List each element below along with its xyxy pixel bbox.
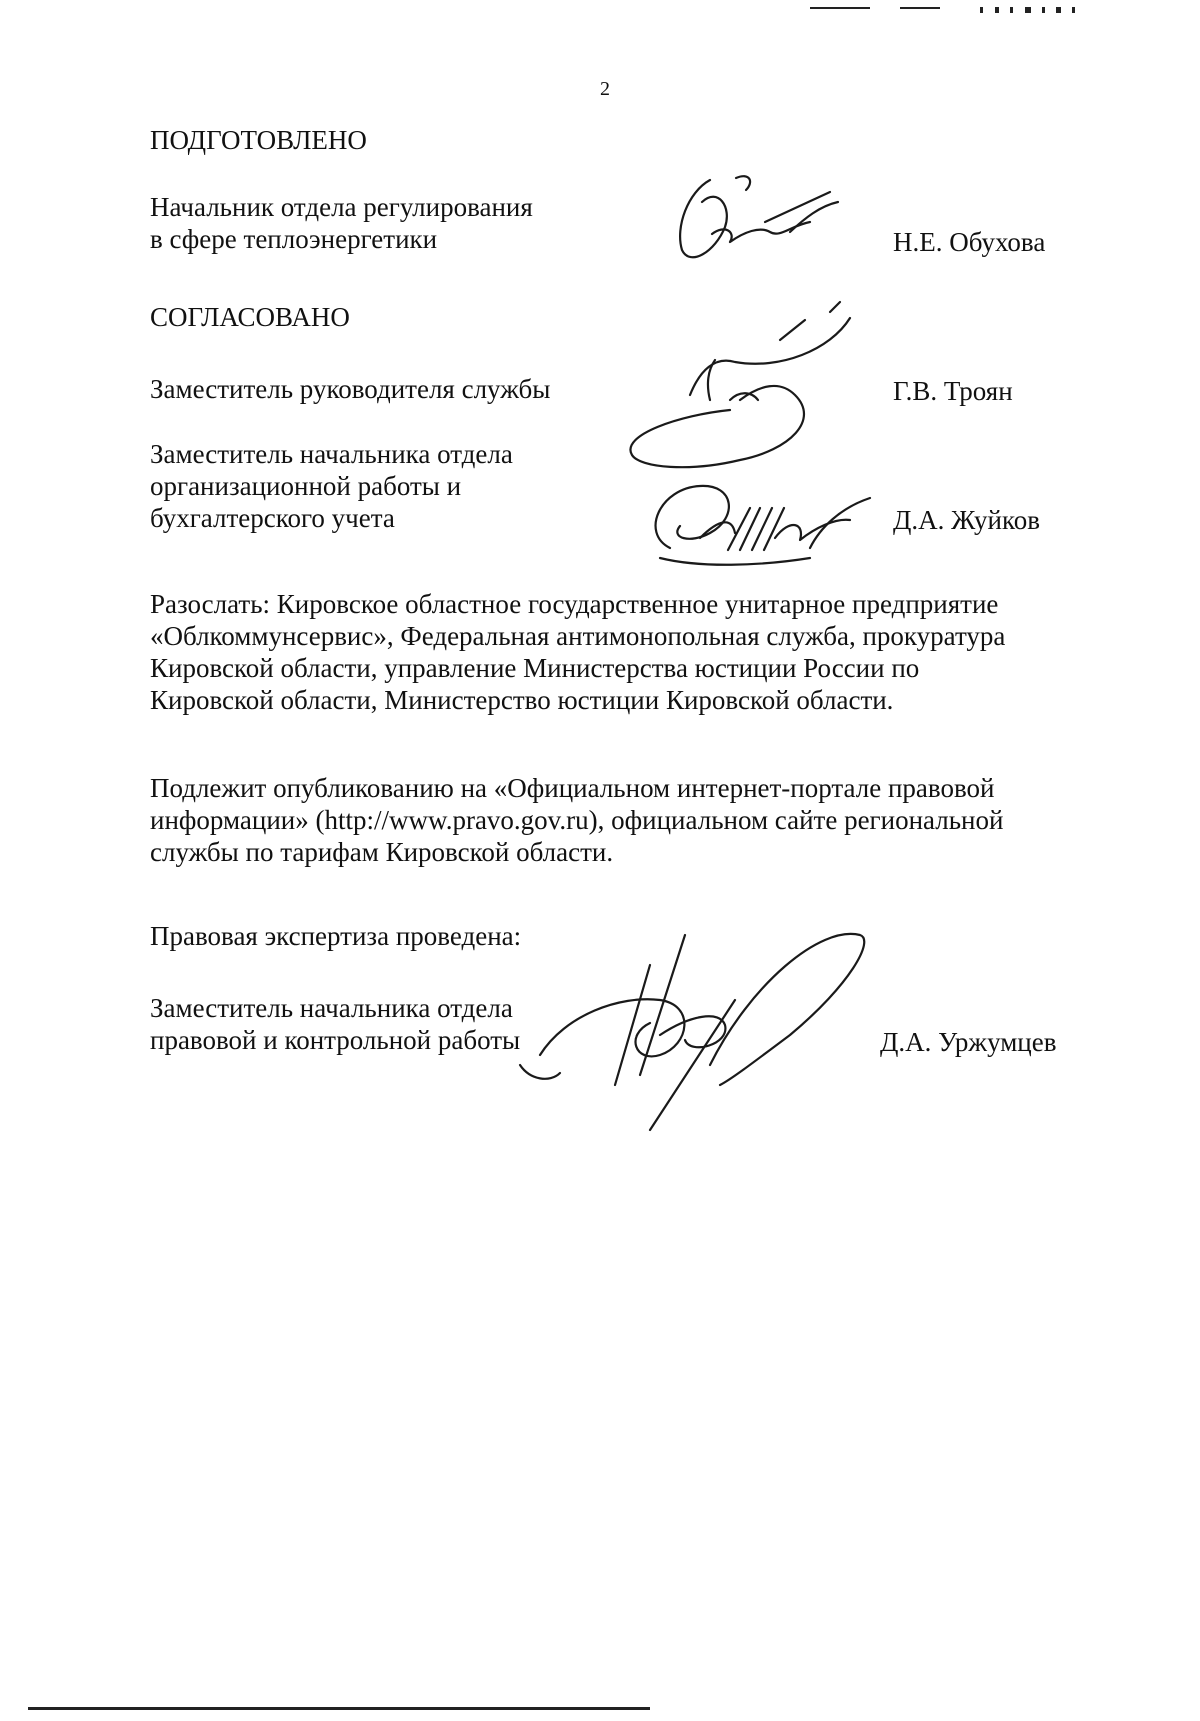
agreed-signer-2-name: Д.А. Жуйков <box>893 505 1040 535</box>
scan-artifact-marks <box>810 0 1090 6</box>
signature-zhuykov <box>640 478 880 570</box>
agreed-signer-2-position-line-2: организационной работы и <box>150 471 462 501</box>
prepared-position-line-1: Начальник отдела регулирования <box>150 192 533 222</box>
legal-review-heading: Правовая экспертиза проведена: <box>150 921 522 951</box>
bottom-rule <box>28 1707 650 1710</box>
distribution-line-4: Кировской области, Министерство юстиции Кировской области. <box>150 685 894 715</box>
publication-line-3: службы по тарифам Кировской области. <box>150 837 614 867</box>
signature-troyan <box>620 300 860 482</box>
agreed-signer-1-position: Заместитель руководителя службы <box>150 374 551 404</box>
signature-urzhumtsev <box>520 905 860 1130</box>
publication-line-2: информации» (http://www.pravo.gov.ru), официальном сайте региональной <box>150 805 1004 835</box>
legal-review-signer-name: Д.А. Уржумцев <box>880 1027 1057 1057</box>
page-number: 2 <box>600 78 610 100</box>
distribution-line-1: Разослать: Кировское областное государственное унитарное предприятие <box>150 589 999 619</box>
prepared-position-line-2: в сфере теплоэнергетики <box>150 224 438 254</box>
agreed-signer-1-name: Г.В. Троян <box>893 376 1013 406</box>
prepared-heading: ПОДГОТОВЛЕНО <box>150 125 367 155</box>
legal-review-position-line-2: правовой и контрольной работы <box>150 1025 521 1055</box>
publication-line-1: Подлежит опубликованию на «Официальном интернет-портале правовой <box>150 773 995 803</box>
prepared-signer-name: Н.Е. Обухова <box>893 227 1046 257</box>
agreed-heading: СОГЛАСОВАНО <box>150 302 350 332</box>
distribution-line-2: «Облкоммунсервис», Федеральная антимонопольная служба, прокуратура <box>150 621 1006 651</box>
distribution-line-3: Кировской области, управление Министерства юстиции России по <box>150 653 920 683</box>
agreed-signer-2-position-line-3: бухгалтерского учета <box>150 503 395 533</box>
signature-obukhova <box>670 172 845 267</box>
legal-review-position-line-1: Заместитель начальника отдела <box>150 993 513 1023</box>
agreed-signer-2-position-line-1: Заместитель начальника отдела <box>150 439 513 469</box>
